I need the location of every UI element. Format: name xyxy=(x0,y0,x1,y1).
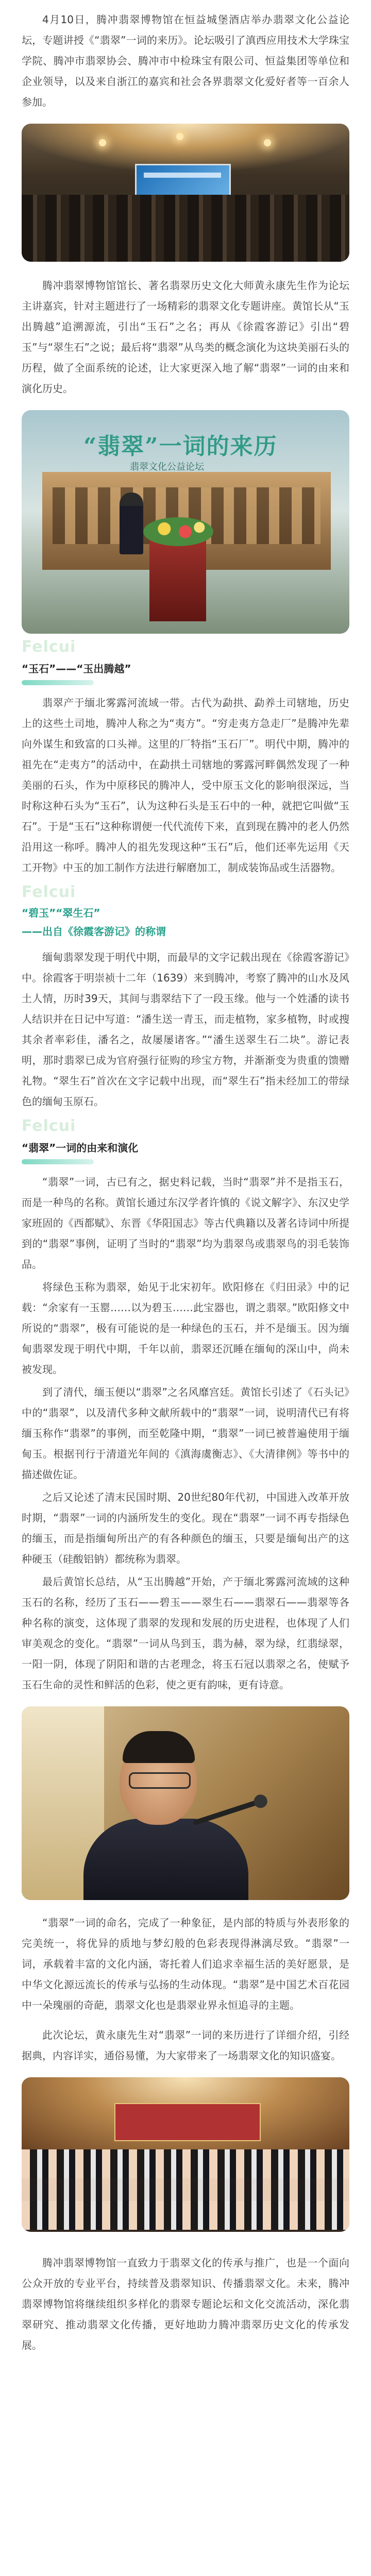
section-title: “翡翠”一词的由来和演化 xyxy=(22,1142,139,1154)
yushi-paragraph: 翡翠产于缅北雾露河流域一带。古代为勐拱、勐养土司辖地，历史上的这些土司地，腾冲人称之为“夷方”。“穷走夷方急走厂”是腾冲先辈向外谋生和致富的口头禅。这里的厂特指“玉石厂”。明代中期，腾冲的祖先在“走夷方”的活动中，在勐拱土司辖地的雾露河畔偶然发现了一种美丽的石头，作为中原移民的腾冲人，受中原玉文化的影响很深远，当时称这种石头为“玉石”，认为这种石头是玉石中的一种，就把它叫做“玉石”。于是“玉石”这种称谓便一代代流传下来，直到现在腾冲的老人仍然沿用这一称呼。腾冲人的祖先发现这种“玉石”后，他们还率先运用《天工开物》中玉的加工制作方法进行解磨加工，制成装饰品或生活器物。 xyxy=(22,697,349,874)
section-title: “玉石”——“玉出腾越” xyxy=(22,663,131,675)
section-underline xyxy=(22,1159,94,1164)
podium-banner-photo xyxy=(22,410,349,634)
section-title-main: “碧玉”“翠生石” xyxy=(22,907,100,919)
section-underline xyxy=(22,680,94,685)
podium xyxy=(149,534,206,621)
speaker-intro-paragraph: 腾冲翡翠博物馆馆长、著名翡翠历史文化大师黄永康先生作为论坛主讲嘉宾，针对主题进行了一场精彩的翡翠文化专题讲座。黄馆长从“玉出腾越”追溯源流，引出“玉石”之名；再从《徐霞客游记》引出“碧玉”与“翠生石”之说；最后将“翡翠”从鸟类的概念演化为这块美丽石头的历程，做了全面系统的论述，让大家更深入地了解“翡翠”一词的由来和演化历史。 xyxy=(22,279,349,395)
section-title xyxy=(22,905,100,920)
banner-subtitle: 翡翠文化公益论坛 xyxy=(130,462,204,472)
origin-paragraph: “翡翠”一词，古已有之，据史料记载，当时“翡翠”并不是指玉石，而是一种鸟的名称。黄馆长通过东汉学者许慎的《说文解字》、东汉史学家班固的《西都赋》、东晋《华阳国志》等古代典籍以及著名诗词中所提到的“翡翠”事例，证明了当时的“翡翠”均为翡翠鸟或翡翠鸟的羽毛装饰品。 xyxy=(22,1176,349,1270)
xuxiake-paragraph: 缅甸翡翠发现于明代中期，而最早的文字记载出现在《徐霞客游记》中。徐霞客于明崇祯十二年（1639）来到腾冲，考察了腾冲的山水及风土人情，历时39天，其间与翡翠结下了一段玉缘。他与一个姓潘的读书人结识并在日记中写道：“潘生送一青玉，而走植物，家多植物，时或搜其余者率彩佳，潘名之，故屡屡诸客。”“潘生送翠生石二块”。游记表明，那时翡翠已成为官府强行征购的珍宝方物，并渐渐变为贵重的馈赠礼物。“翠生石”首次在文字记载中出现，而“翠生石”指未经加工的带绿色的缅甸玉原石。 xyxy=(22,951,349,1108)
section-watermark: Felcui xyxy=(22,1117,76,1135)
summary-paragraph: 最后黄馆长总结，从“玉出腾越”开始，产于缅北雾露河流域的这种玉石的名称，经历了玉石——碧玉——翠生石——翡翠石——翡翠等各种名称的演变，这体现了翡翠的发现和发展的历史进程，也体现了人们审美观念的变化。“翡翠”一词从鸟到玉，翡为赫，翠为绿，红翡绿翠，一阳一阴，体现了阴阳和谐的古老理念，将玉石冠以翡翠之名，使赋予玉石生命的灵性和鲜活的色彩，使之更有韵味，更有诗意。 xyxy=(22,1575,349,1691)
forum-recap-paragraph: 此次论坛，黄永康先生对“翡翠”一词的来历进行了详细介绍，引经据典，内容详实，通俗易懂，为大家带来了一场翡翠文化的知识盛宴。 xyxy=(22,2029,349,2062)
section-title-sub: ——出自《徐霞客游记》的称谓 xyxy=(22,925,166,938)
qingdynasty-paragraph: 到了清代，缅玉便以“翡翠”之名风靡宫廷。黄馆长引述了《石头记》中的“翡翠”，以及清代多种文献所载中的“翡翠”一词，说明清代已有将缅玉称作“翡翠”的事例，而至乾隆中期，“翡翠”一词已被普遍使用于缅甸玉。根据刊行于清道光年间的《滇海虞衡志》、《大清律例》等书中的描述做佐证。 xyxy=(22,1386,349,1481)
songdynasty-paragraph: 将绿色玉称为翡翠，始见于北宋初年。欧阳修在《归田录》中的记载：“余家有一玉罂……以为碧玉……此宝器也，谓之翡翠。”欧阳修文中所说的“翡翠”，极有可能说的是一种绿色的玉石，并不是缅玉。因为缅甸翡翠发现于明代中期，千年以前，翡翠还沉睡在缅甸的深山中，尚未被发现。 xyxy=(22,1281,349,1376)
group-photo xyxy=(22,2077,349,2232)
section-watermark: Felcui xyxy=(22,883,76,901)
intro-paragraph: 4月10日，腾冲翡翠博物馆在恒益城堡酒店举办翡翠文化公益论坛，专题讲授《“翡翠”一词的来历》。论坛吸引了滇西应用技术大学珠宝学院、腾冲市翡翠协会、腾冲市中检珠宝有限公司、恒益集团等单位和企业领导，以及来自浙江的嘉宾和社会各界翡翠文化爱好者等一百余人参加。 xyxy=(22,13,349,108)
modern-paragraph: 之后又论述了清末民国时期、20世纪80年代初，中国进入改革开放时期，“翡翠”一词的内涵所发生的变化。现在“翡翠”一词不再专指绿色的缅玉，而是指缅甸所出产的有各种颜色的缅玉，只要是缅甸出产的这种硬玉（硅酸铝钠）都统称为翡翠。 xyxy=(22,1491,349,1565)
section-heading-yushi xyxy=(22,638,349,689)
microphone xyxy=(193,1799,263,1826)
closing-paragraph: 腾冲翡翠博物馆一直致力于翡翠文化的传承与推广，也是一个面向公众开放的专业平台，持续普及翡翠知识、传播翡翠文化。未来，腾冲翡翠博物馆将继续组织多样化的翡翠专题论坛和文化交流活动，深化翡翠研究、推动翡翠文化传播，更好地助力腾冲翡翠历史文化的传承发展。 xyxy=(22,2257,349,2351)
speaker-portrait-photo xyxy=(22,1706,349,1900)
section-heading-feicui xyxy=(22,1117,349,1168)
banner-headline: “翡翠”一词的来历 xyxy=(83,433,278,460)
section-watermark: Felcui xyxy=(22,638,76,656)
conference-hall-photo xyxy=(22,124,349,262)
meaning-paragraph: “翡翠”一词的命名，完成了一种象征，是内部的特质与外表形象的完美统一，将优异的质地与梦幻般的色彩表现得淋漓尽致。“翡翠”一词，承载着丰富的文化内涵，寄托着人们追求幸福生活的美好愿景，是中华文化源远流长的传承与弘扬的生动体现。“翡翠”是中国艺术百花园中一朵瑰丽的奇葩，翡翠文化也是翡翠业界永恒追寻的主题。 xyxy=(22,1917,349,2011)
flower-arrangement xyxy=(143,517,213,546)
section-subtitle xyxy=(22,923,166,938)
section-heading-biyu xyxy=(22,883,349,944)
speaker-figure xyxy=(120,493,143,554)
